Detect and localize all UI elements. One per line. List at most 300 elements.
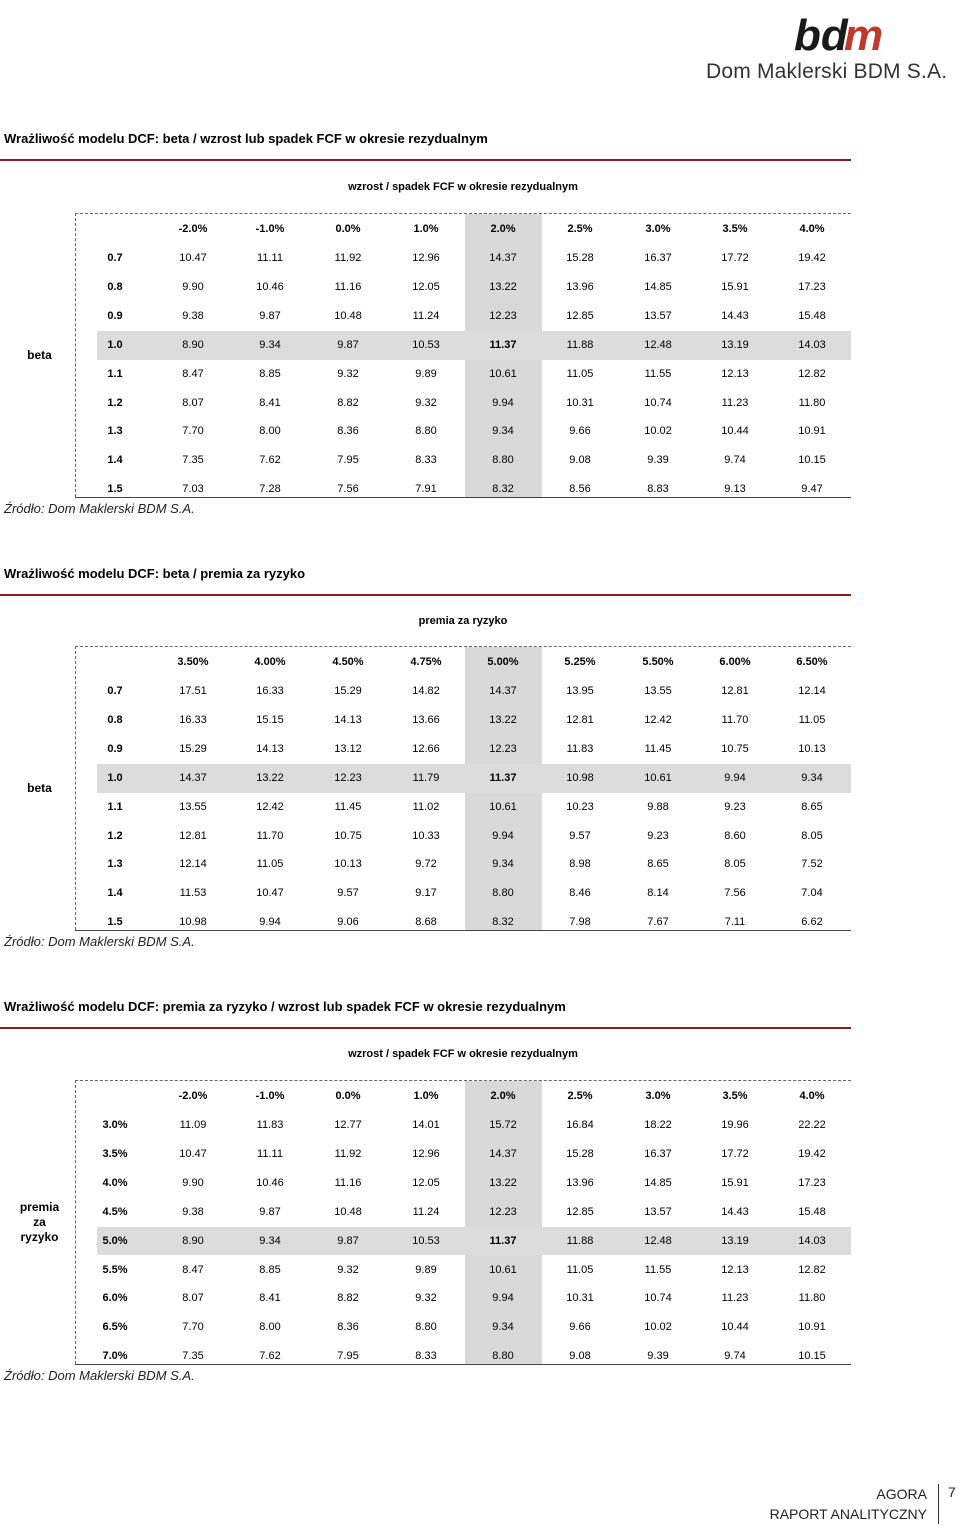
table-cell: 10.61 <box>489 1263 517 1276</box>
row-label: 0.8 <box>107 280 123 293</box>
table-cell: 10.33 <box>412 829 440 842</box>
column-header: 3.5% <box>722 1090 748 1102</box>
table-cell: 8.33 <box>415 1350 437 1363</box>
table-cell: 9.94 <box>492 1292 514 1305</box>
table-top-dotted-rule <box>75 213 851 214</box>
table-cell: 9.74 <box>724 454 746 467</box>
table-cell: 11.53 <box>179 887 207 900</box>
table-cell: 9.38 <box>182 309 204 322</box>
table-cell: 11.23 <box>721 396 749 409</box>
table-cell: 10.98 <box>566 771 594 784</box>
table-cell: 8.85 <box>259 367 281 380</box>
table-cell: 14.13 <box>256 742 284 755</box>
table-cell: 8.56 <box>569 483 591 496</box>
table-left-dotted-rule <box>75 1080 76 1364</box>
table-cell: 11.16 <box>334 280 362 293</box>
table-cell: 9.89 <box>415 1263 437 1276</box>
table-cell: 13.22 <box>256 771 284 784</box>
table-cell: 14.03 <box>798 1234 826 1247</box>
report-footer <box>770 1484 927 1524</box>
column-header: 5.00% <box>487 656 519 668</box>
column-header: 0.0% <box>335 223 361 235</box>
table-cell: 11.80 <box>798 1292 826 1305</box>
column-dimension-header: wzrost / spadek FCF w okresie rezydualnym <box>348 1048 578 1060</box>
table-cell: 9.72 <box>415 858 437 871</box>
table-cell: 12.13 <box>721 367 749 380</box>
table-left-dotted-rule <box>75 646 76 930</box>
table-cell: 13.55 <box>644 685 672 697</box>
table-cell: 9.57 <box>569 829 591 842</box>
table-cell: 12.96 <box>412 252 440 264</box>
table-cell: 12.48 <box>644 1234 672 1247</box>
row-label: 1.0 <box>107 338 123 351</box>
table-cell: 11.11 <box>257 252 283 264</box>
table-cell: 9.06 <box>337 916 359 929</box>
table-cell: 10.13 <box>334 858 362 871</box>
row-label: 0.7 <box>107 685 123 697</box>
footer-report-type: RAPORT ANALITYCZNY <box>769 1506 927 1522</box>
table-cell: 9.57 <box>337 887 359 900</box>
table-cell: 18.22 <box>644 1119 672 1131</box>
table-cell: 12.05 <box>412 1176 440 1189</box>
row-label: 3.0% <box>102 1119 128 1131</box>
table-cell: 8.46 <box>569 887 591 900</box>
table-cell: 14.13 <box>334 713 362 726</box>
row-label: 4.0% <box>102 1176 128 1189</box>
brand-name: Dom Maklerski BDM S.A. <box>706 60 948 83</box>
table-cell: 10.46 <box>256 1176 284 1189</box>
table-cell: 9.94 <box>492 829 514 842</box>
table-cell: 12.23 <box>489 309 517 322</box>
table-cell: 9.94 <box>492 396 514 409</box>
table-cell: 15.29 <box>179 742 207 755</box>
table-cell: 11.92 <box>334 1147 362 1160</box>
table-cell: 7.70 <box>182 1321 204 1334</box>
row-label: 1.0 <box>107 771 123 784</box>
column-header: -1.0% <box>255 1090 285 1102</box>
table-cell: 9.66 <box>569 1321 591 1334</box>
table-cell: 15.91 <box>721 1176 749 1189</box>
table-cell: 10.75 <box>334 829 362 842</box>
table-cell: 9.47 <box>801 483 823 496</box>
table-cell: 15.15 <box>256 713 284 726</box>
table-cell: 12.23 <box>489 1205 517 1218</box>
column-header: 2.0% <box>490 223 516 235</box>
table-cell: 7.28 <box>259 483 281 496</box>
column-header: 5.25% <box>564 656 596 668</box>
table-cell: 13.22 <box>489 280 517 293</box>
base-case-cell: 11.37 <box>489 771 517 784</box>
table-cell: 7.56 <box>337 483 359 496</box>
table-cell: 17.23 <box>798 1176 826 1189</box>
table-cell: 14.37 <box>489 1147 517 1160</box>
table-cell: 10.15 <box>798 454 826 467</box>
table-cell: 15.28 <box>566 1147 594 1160</box>
table-cell: 15.72 <box>489 1119 517 1131</box>
table-cell: 13.96 <box>566 280 594 293</box>
column-header: 4.0% <box>799 1090 825 1102</box>
table-cell: 14.01 <box>412 1119 440 1131</box>
row-dimension-label-line: ryzyko <box>20 1229 59 1244</box>
row-dimension-label <box>12 1200 67 1245</box>
table-cell: 8.07 <box>182 396 204 409</box>
table-cell: 8.00 <box>259 1321 281 1334</box>
table-cell: 10.91 <box>798 425 826 438</box>
table-cell: 12.81 <box>721 685 749 697</box>
table-cell: 15.29 <box>334 685 362 697</box>
table-cell: 7.35 <box>182 1350 204 1363</box>
table-cell: 11.55 <box>644 367 672 380</box>
table-cell: 8.85 <box>259 1263 281 1276</box>
row-label: 1.3 <box>107 425 123 438</box>
column-header: 3.0% <box>645 223 671 235</box>
table-cell: 9.94 <box>724 771 746 784</box>
table-cell: 10.47 <box>256 887 284 900</box>
table-cell: 11.88 <box>566 338 594 351</box>
source-note: Źródło: Dom Maklerski BDM S.A. <box>4 1368 195 1384</box>
table-cell: 9.32 <box>337 367 359 380</box>
table-cell: 15.48 <box>798 1205 826 1218</box>
table-cell: 13.95 <box>566 685 594 697</box>
table-cell: 9.39 <box>647 454 669 467</box>
row-label: 1.2 <box>107 396 123 409</box>
table-cell: 8.80 <box>415 1321 437 1334</box>
table-cell: 14.37 <box>489 685 517 697</box>
table-cell: 10.53 <box>412 338 440 351</box>
table-cell: 8.90 <box>182 338 204 351</box>
table-cell: 9.32 <box>415 1292 437 1305</box>
table-cell: 16.33 <box>179 713 207 726</box>
row-label: 4.5% <box>102 1205 128 1218</box>
table-cell: 11.83 <box>566 742 594 755</box>
table-cell: 8.90 <box>182 1234 204 1247</box>
table-cell: 13.19 <box>721 338 749 351</box>
table-cell: 11.79 <box>412 771 440 784</box>
row-label: 6.5% <box>102 1321 128 1334</box>
table-cell: 10.13 <box>798 742 826 755</box>
column-header: 3.0% <box>645 1090 671 1102</box>
table-cell: 9.32 <box>337 1263 359 1276</box>
table-cell: 11.05 <box>798 713 826 726</box>
row-label: 1.4 <box>107 887 123 900</box>
column-dimension-header: premia za ryzyko <box>418 615 508 627</box>
table-cell: 12.48 <box>644 338 672 351</box>
table-cell: 7.62 <box>259 1350 281 1363</box>
table-cell: 10.44 <box>721 1321 749 1334</box>
row-label: 0.8 <box>107 713 123 726</box>
table-cell: 10.23 <box>566 800 594 813</box>
table-cell: 10.47 <box>179 1147 207 1160</box>
table-cell: 8.65 <box>647 858 669 871</box>
column-header: 2.5% <box>567 223 593 235</box>
table-cell: 13.22 <box>489 1176 517 1189</box>
column-header: 6.50% <box>796 656 828 668</box>
table-cell: 9.34 <box>492 858 514 871</box>
table-cell: 13.22 <box>489 713 517 726</box>
table-cell: 9.39 <box>647 1350 669 1363</box>
row-label: 1.5 <box>107 483 123 496</box>
table-cell: 8.41 <box>259 396 281 409</box>
table-cell: 7.35 <box>182 454 204 467</box>
base-case-cell: 11.37 <box>489 1234 517 1247</box>
table-cell: 10.02 <box>644 425 672 438</box>
column-header: 4.0% <box>799 223 825 235</box>
table-cell: 8.05 <box>724 858 746 871</box>
table-cell: 10.46 <box>256 280 284 293</box>
bdm-logo-mark <box>794 10 889 56</box>
row-label: 1.4 <box>107 454 123 467</box>
table-cell: 14.43 <box>721 1205 749 1218</box>
table-cell: 14.82 <box>412 685 440 697</box>
table-cell: 9.87 <box>337 338 359 351</box>
table-cell: 11.05 <box>566 367 594 380</box>
row-label: 1.1 <box>107 367 123 380</box>
table-cell: 11.88 <box>566 1234 594 1247</box>
column-header: 5.50% <box>642 656 674 668</box>
table-cell: 13.12 <box>334 742 362 755</box>
footer-company: AGORA <box>876 1486 927 1502</box>
table-cell: 7.03 <box>182 483 204 496</box>
table-cell: 12.23 <box>334 771 362 784</box>
table-cell: 16.37 <box>644 252 672 264</box>
table-cell: 19.96 <box>721 1119 749 1131</box>
table-cell: 10.74 <box>644 396 672 409</box>
table-cell: 11.02 <box>412 800 440 813</box>
column-header: -1.0% <box>255 223 285 235</box>
table-cell: 8.33 <box>415 454 437 467</box>
table-cell: 17.72 <box>721 1147 749 1160</box>
table-cell: 8.80 <box>492 454 514 467</box>
table-cell: 11.45 <box>644 742 672 755</box>
column-header: -2.0% <box>178 223 208 235</box>
table-cell: 11.55 <box>644 1263 672 1276</box>
table-cell: 9.66 <box>569 425 591 438</box>
table-cell: 9.08 <box>569 1350 591 1363</box>
table-cell: 12.13 <box>721 1263 749 1276</box>
table-cell: 9.90 <box>182 1176 204 1189</box>
column-header: -2.0% <box>178 1090 208 1102</box>
table-cell: 10.98 <box>179 916 207 929</box>
table-cell: 13.19 <box>721 1234 749 1247</box>
table-cell: 10.61 <box>489 800 517 813</box>
row-label: 0.9 <box>107 742 123 755</box>
table-cell: 9.23 <box>647 829 669 842</box>
table-cell: 10.15 <box>798 1350 826 1363</box>
table-cell: 7.04 <box>801 887 823 900</box>
source-note: Źródło: Dom Maklerski BDM S.A. <box>4 501 195 517</box>
table-cell: 7.52 <box>801 858 823 871</box>
column-header: 1.0% <box>413 223 439 235</box>
table-cell: 9.13 <box>724 483 746 496</box>
row-label: 7.0% <box>102 1350 128 1363</box>
table-cell: 16.33 <box>256 685 284 697</box>
table-cell: 12.81 <box>179 829 207 842</box>
table-cell: 12.85 <box>566 1205 594 1218</box>
table-cell: 12.14 <box>798 685 826 697</box>
table-cell: 11.92 <box>334 252 362 264</box>
table-cell: 7.62 <box>259 454 281 467</box>
table-cell: 10.61 <box>489 367 517 380</box>
table-cell: 12.81 <box>566 713 594 726</box>
row-label: 3.5% <box>102 1147 128 1160</box>
table-cell: 9.08 <box>569 454 591 467</box>
table-cell: 11.70 <box>256 829 284 842</box>
table-cell: 13.57 <box>644 309 672 322</box>
table-cell: 7.56 <box>724 887 746 900</box>
row-dimension-label <box>12 348 67 363</box>
table-cell: 9.17 <box>415 887 437 900</box>
column-header: 4.75% <box>410 656 442 668</box>
table-cell: 10.74 <box>644 1292 672 1305</box>
table-cell: 8.32 <box>492 916 514 929</box>
table-cell: 14.03 <box>798 338 826 351</box>
table-cell: 11.16 <box>334 1176 362 1189</box>
row-dimension-label-line: beta <box>27 780 52 795</box>
table-cell: 11.80 <box>798 396 826 409</box>
table-title: Wrażliwość modelu DCF: premia za ryzyko / wzrost lub spadek FCF w okresie rezydualnym <box>4 999 566 1014</box>
table-cell: 12.82 <box>798 367 826 380</box>
table-cell: 10.48 <box>334 1205 362 1218</box>
table-cell: 9.90 <box>182 280 204 293</box>
table-cell: 9.23 <box>724 800 746 813</box>
table-cell: 19.42 <box>798 1147 826 1160</box>
table-cell: 8.80 <box>492 1350 514 1363</box>
table-cell: 9.87 <box>259 1205 281 1218</box>
title-rule <box>0 594 851 596</box>
table-cell: 9.34 <box>492 425 514 438</box>
table-cell: 11.70 <box>721 713 749 726</box>
column-header: 4.50% <box>332 656 364 668</box>
table-cell: 9.94 <box>259 916 281 929</box>
row-dimension-label-line: premia <box>19 1199 60 1214</box>
table-cell: 6.62 <box>801 916 823 929</box>
table-top-dotted-rule <box>75 646 851 647</box>
table-cell: 12.42 <box>644 713 672 726</box>
table-cell: 10.02 <box>644 1321 672 1334</box>
table-cell: 8.60 <box>724 829 746 842</box>
table-cell: 19.42 <box>798 252 826 264</box>
table-cell: 15.48 <box>798 309 826 322</box>
table-cell: 8.14 <box>647 887 669 900</box>
table-title: Wrażliwość modelu DCF: beta / premia za ryzyko <box>4 566 306 581</box>
table-cell: 7.95 <box>337 454 359 467</box>
table-cell: 12.05 <box>412 280 440 293</box>
table-cell: 8.36 <box>337 1321 359 1334</box>
table-cell: 9.34 <box>801 771 823 784</box>
column-header: 1.0% <box>413 1090 439 1102</box>
table-cell: 17.51 <box>179 685 207 697</box>
table-cell: 11.11 <box>257 1147 283 1160</box>
title-rule <box>0 1027 851 1029</box>
column-header: 6.00% <box>719 656 751 668</box>
table-cell: 8.82 <box>337 396 359 409</box>
table-title: Wrażliwość modelu DCF: beta / wzrost lub spadek FCF w okresie rezydualnym <box>4 131 488 146</box>
table-left-dotted-rule <box>75 213 76 497</box>
column-header: 0.0% <box>335 1090 361 1102</box>
table-cell: 10.47 <box>179 252 207 264</box>
row-label: 0.7 <box>107 252 123 264</box>
table-cell: 11.05 <box>566 1263 594 1276</box>
table-cell: 13.57 <box>644 1205 672 1218</box>
table-cell: 11.83 <box>256 1119 284 1131</box>
table-cell: 10.31 <box>566 1292 594 1305</box>
table-cell: 14.37 <box>179 771 207 784</box>
table-cell: 10.44 <box>721 425 749 438</box>
table-cell: 7.95 <box>337 1350 359 1363</box>
table-cell: 12.23 <box>489 742 517 755</box>
table-cell: 8.68 <box>415 916 437 929</box>
row-dimension-label <box>12 781 67 796</box>
table-cell: 22.22 <box>798 1119 826 1131</box>
table-cell: 8.98 <box>569 858 591 871</box>
table-cell: 9.38 <box>182 1205 204 1218</box>
row-label: 0.9 <box>107 309 123 322</box>
table-cell: 8.47 <box>182 1263 204 1276</box>
table-bottom-rule <box>75 497 851 498</box>
table-cell: 14.85 <box>644 280 672 293</box>
table-cell: 10.31 <box>566 396 594 409</box>
table-cell: 9.34 <box>259 1234 281 1247</box>
table-cell: 11.09 <box>179 1119 207 1131</box>
table-cell: 9.87 <box>259 309 281 322</box>
table-cell: 7.11 <box>724 916 746 929</box>
table-bottom-rule <box>75 930 851 931</box>
table-cell: 13.66 <box>412 713 440 726</box>
table-cell: 10.75 <box>721 742 749 755</box>
svg-text:bd: bd <box>794 11 848 56</box>
table-cell: 17.23 <box>798 280 826 293</box>
row-label: 1.1 <box>107 800 123 813</box>
row-label: 5.5% <box>102 1263 128 1276</box>
title-rule <box>0 159 851 161</box>
table-cell: 8.05 <box>801 829 823 842</box>
table-cell: 8.47 <box>182 367 204 380</box>
row-label: 6.0% <box>102 1292 128 1305</box>
table-top-dotted-rule <box>75 1080 851 1081</box>
table-cell: 11.23 <box>721 1292 749 1305</box>
table-cell: 16.37 <box>644 1147 672 1160</box>
table-cell: 11.24 <box>412 1205 440 1218</box>
table-cell: 7.67 <box>647 916 669 929</box>
table-cell: 10.61 <box>644 771 672 784</box>
table-cell: 9.32 <box>415 396 437 409</box>
table-cell: 15.91 <box>721 280 749 293</box>
table-cell: 14.37 <box>489 252 517 264</box>
table-cell: 11.05 <box>256 858 284 871</box>
table-cell: 8.65 <box>801 800 823 813</box>
column-dimension-header: wzrost / spadek FCF w okresie rezydualnym <box>348 181 578 193</box>
table-bottom-rule <box>75 1364 851 1365</box>
table-cell: 15.28 <box>566 252 594 264</box>
table-cell: 8.41 <box>259 1292 281 1305</box>
table-cell: 12.82 <box>798 1263 826 1276</box>
row-label: 1.2 <box>107 829 123 842</box>
row-label: 1.3 <box>107 858 123 871</box>
footer-divider <box>938 1484 939 1524</box>
row-label: 5.0% <box>102 1234 128 1247</box>
table-cell: 11.45 <box>334 800 362 813</box>
column-header: 4.00% <box>254 656 286 668</box>
table-cell: 12.66 <box>412 742 440 755</box>
table-cell: 8.07 <box>182 1292 204 1305</box>
table-cell: 9.87 <box>337 1234 359 1247</box>
table-cell: 11.24 <box>412 309 440 322</box>
page-number: 7 <box>948 1484 956 1500</box>
column-header: 3.50% <box>177 656 209 668</box>
table-cell: 16.84 <box>566 1119 594 1131</box>
table-cell: 8.00 <box>259 425 281 438</box>
table-cell: 7.70 <box>182 425 204 438</box>
